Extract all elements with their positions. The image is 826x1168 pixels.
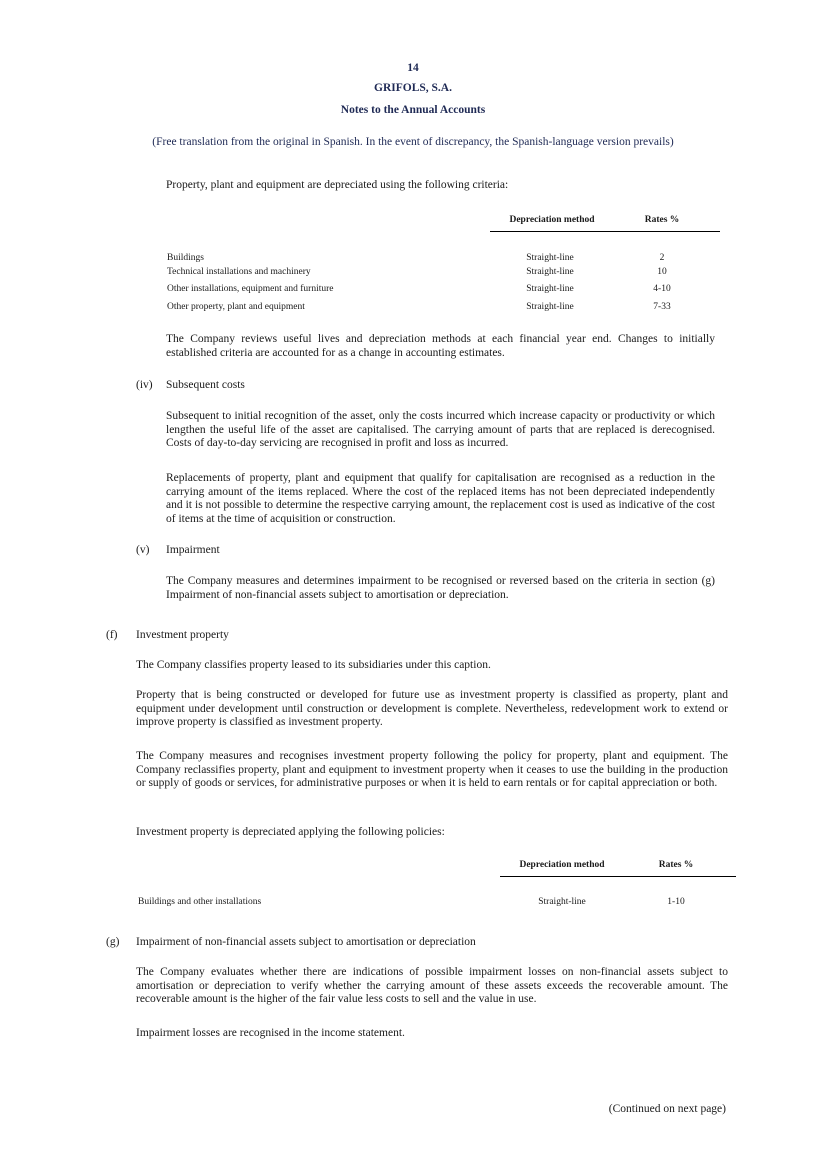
table-header-method: Depreciation method (519, 860, 605, 870)
section-title-investment-property: Investment property (136, 629, 229, 641)
investment-paragraph-3: The Company measures and recognises investment property following the policy for property, plant and equipment. The Company reclassifies property, plant and equipment to investment property when it ceases to use the building in the production or supply of goods or services, for administrative purposes or when it is held to earn rentals or for capital appreciation or both. (136, 750, 728, 790)
table-row-rate: 10 (657, 267, 667, 277)
table-header-rates: Rates % (644, 215, 680, 225)
table-row-method: Straight-line (526, 302, 574, 312)
section-title-impairment: Impairment (166, 544, 220, 556)
subsequent-costs-paragraph-1: Subsequent to initial recognition of the asset, only the costs incurred which increase capacity or productivity or which lengthen the useful life of the asset are capitalised. The carrying amount of parts that are replaced is derecognised. Costs of day-to-day servicing are recognised in profit and loss as incurred. (166, 410, 715, 450)
company-name: GRIFOLS, S.A. (374, 82, 452, 94)
nonfinancial-paragraph-2: Impairment losses are recognised in the income statement. (136, 1027, 405, 1039)
investment-paragraph-2: Property that is being constructed or developed for future use as investment property is classified as property, plant and equipment under development until construction or development is complete. Nevertheless, redevelopment work to extend or improve property is classified as investment property. (136, 689, 728, 729)
table-header-method: Depreciation method (509, 215, 595, 225)
table-row-rate: 7-33 (653, 302, 671, 312)
table-row-method: Straight-line (526, 284, 574, 294)
document-title: Notes to the Annual Accounts (340, 104, 486, 116)
table-row-label: Buildings (167, 253, 204, 263)
section-title-subsequent-costs: Subsequent costs (166, 379, 245, 391)
table-row-label: Other property, plant and equipment (167, 302, 305, 312)
table-row-rate: 1-10 (667, 897, 685, 907)
section-marker-iv: (iv) (136, 379, 153, 391)
section-marker-g: (g) (106, 936, 120, 948)
subsequent-costs-paragraph-2: Replacements of property, plant and equipment that qualify for capitalisation are recognised as a reduction in the carrying amount of the items replaced. Where the cost of the replaced items has not been depreciated independently and it is not possible to determine the respective carrying amount, the replacement cost is used as indicative of the cost of items at the time of acquisition or construction. (166, 472, 715, 525)
table-row-rate: 4-10 (653, 284, 671, 294)
nonfinancial-paragraph-1: The Company evaluates whether there are indications of possible impairment losses on non-financial assets subject to amortisation or depreciation to verify whether the carrying amount of these assets exceeds the recoverable amount. The recoverable amount is the higher of the fair value less costs to sell and the value in use. (136, 966, 728, 1006)
table-header-rates: Rates % (658, 860, 694, 870)
ppe-review-paragraph: The Company reviews useful lives and depreciation methods at each financial year end. Changes to initially established criteria are accounted for as a change in accounting estimates. (166, 333, 715, 359)
ppe-intro: Property, plant and equipment are depreciated using the following criteria: (166, 179, 509, 191)
table-header-rule (500, 876, 736, 877)
page-number: 14 (407, 62, 419, 74)
investment-paragraph-1: The Company classifies property leased to its subsidiaries under this caption. (136, 659, 491, 671)
translation-note: (Free translation from the original in Spanish. In the event of discrepancy, the Spanish-language version prevails) (152, 136, 674, 148)
section-title-nonfinancial-impairment: Impairment of non-financial assets subject to amortisation or depreciation (136, 936, 476, 948)
table-row-label: Buildings and other installations (138, 897, 262, 907)
table-header-rule (490, 231, 720, 232)
continued-note: (Continued on next page) (608, 1103, 726, 1115)
impairment-paragraph: The Company measures and determines impairment to be recognised or reversed based on the criteria in section (g) Impairment of non-financial assets subject to amortisation or depreciation. (166, 575, 715, 601)
section-marker-f: (f) (106, 629, 118, 641)
investment-paragraph-4: Investment property is depreciated applying the following policies: (136, 826, 445, 838)
table-row-label: Technical installations and machinery (167, 267, 311, 277)
table-row-method: Straight-line (526, 267, 574, 277)
table-row-method: Straight-line (526, 253, 574, 263)
table-row-rate: 2 (659, 253, 665, 263)
table-row-method: Straight-line (538, 897, 586, 907)
section-marker-v: (v) (136, 544, 150, 556)
table-row-label: Other installations, equipment and furniture (167, 284, 334, 294)
